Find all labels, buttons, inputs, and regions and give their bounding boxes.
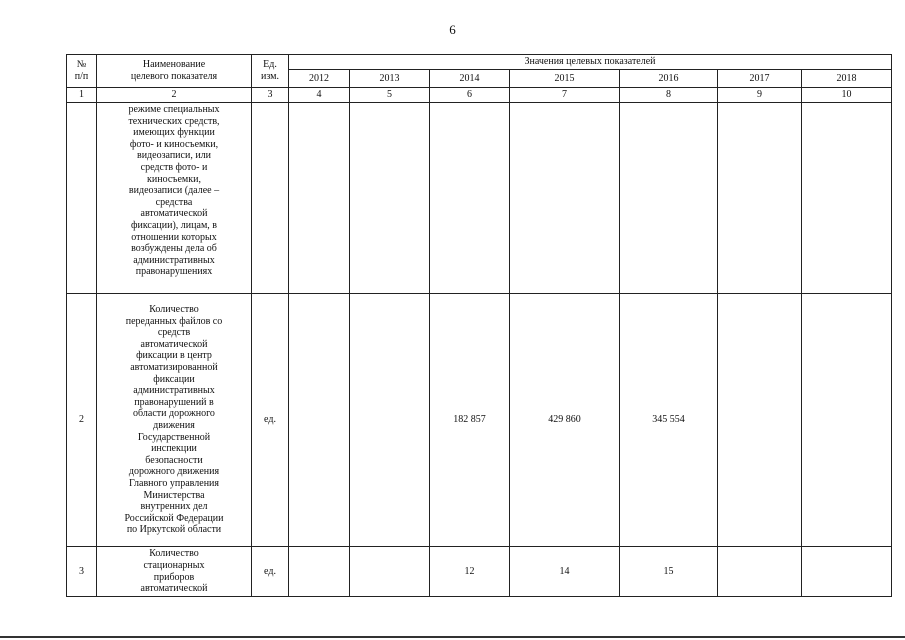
row-value <box>430 103 510 294</box>
header-unit-label: Ед. изм. <box>261 59 279 82</box>
page-bottom-edge <box>0 636 905 638</box>
table-row <box>67 294 892 547</box>
column-number: 7 <box>510 88 620 103</box>
row-value <box>802 547 892 597</box>
row-value <box>289 294 350 547</box>
column-number: 2 <box>97 88 252 103</box>
row-value: 182 857 <box>430 294 510 547</box>
row-value <box>620 103 718 294</box>
column-number: 5 <box>350 88 430 103</box>
row-value <box>350 103 430 294</box>
header-unit-cell <box>252 55 289 88</box>
row-value <box>718 547 802 597</box>
row-value: 14 <box>510 547 620 597</box>
row-num: 2 <box>67 294 97 547</box>
row-indicator-name <box>97 103 252 294</box>
row-value <box>289 547 350 597</box>
row-indicator-name <box>97 294 252 547</box>
row-indicator-name <box>97 547 252 597</box>
header-year: 2016 <box>620 70 718 88</box>
row-indicator-text: Количество стационарных приборов автоматической <box>140 548 208 595</box>
header-year: 2018 <box>802 70 892 88</box>
column-number: 10 <box>802 88 892 103</box>
column-number: 9 <box>718 88 802 103</box>
column-number: 6 <box>430 88 510 103</box>
row-value <box>802 103 892 294</box>
row-value <box>289 103 350 294</box>
row-num: 3 <box>67 547 97 597</box>
row-value: 429 860 <box>510 294 620 547</box>
page-number: 6 <box>449 22 456 37</box>
header-name-label: Наименование целевого показателя <box>130 59 218 82</box>
header-num-label: № п/п <box>74 59 89 82</box>
column-number: 3 <box>252 88 289 103</box>
row-value <box>510 103 620 294</box>
header-year: 2012 <box>289 70 350 88</box>
header-year: 2015 <box>510 70 620 88</box>
row-unit <box>252 103 289 294</box>
row-value <box>350 547 430 597</box>
row-unit: ед. <box>252 294 289 547</box>
row-value: 15 <box>620 547 718 597</box>
target-indicators-table <box>66 54 892 597</box>
column-number: 4 <box>289 88 350 103</box>
row-value <box>718 294 802 547</box>
row-value: 345 554 <box>620 294 718 547</box>
row-value: 12 <box>430 547 510 597</box>
row-value <box>802 294 892 547</box>
row-indicator-text: Количество переданных файлов со средств автоматической фиксации в центр автоматизированной фиксации административных правонарушений в области дорожного движения Государственной инспекции безопасности дорожного движения Главного управления Министерства внутренних дел Российской Федерации по Иркутской области <box>124 304 224 536</box>
table-row <box>67 103 892 294</box>
header-year: 2013 <box>350 70 430 88</box>
table-row <box>67 547 892 597</box>
row-unit: ед. <box>252 547 289 597</box>
row-indicator-text: режиме специальных технических средств, имеющих функции фото- и киносъемки, видеозаписи, или средств фото- и киносъемки, видеозаписи (далее – средства автоматической фиксации), лицам, в отношении которых возбуждены дела об административных правонарушениях <box>128 104 220 278</box>
header-num-cell <box>67 55 97 88</box>
column-number: 8 <box>620 88 718 103</box>
row-value <box>350 294 430 547</box>
header-year: 2014 <box>430 70 510 88</box>
column-number: 1 <box>67 88 97 103</box>
header-year: 2017 <box>718 70 802 88</box>
row-num <box>67 103 97 294</box>
header-name-cell <box>97 55 252 88</box>
header-values-title: Значения целевых показателей <box>289 55 892 70</box>
row-value <box>718 103 802 294</box>
